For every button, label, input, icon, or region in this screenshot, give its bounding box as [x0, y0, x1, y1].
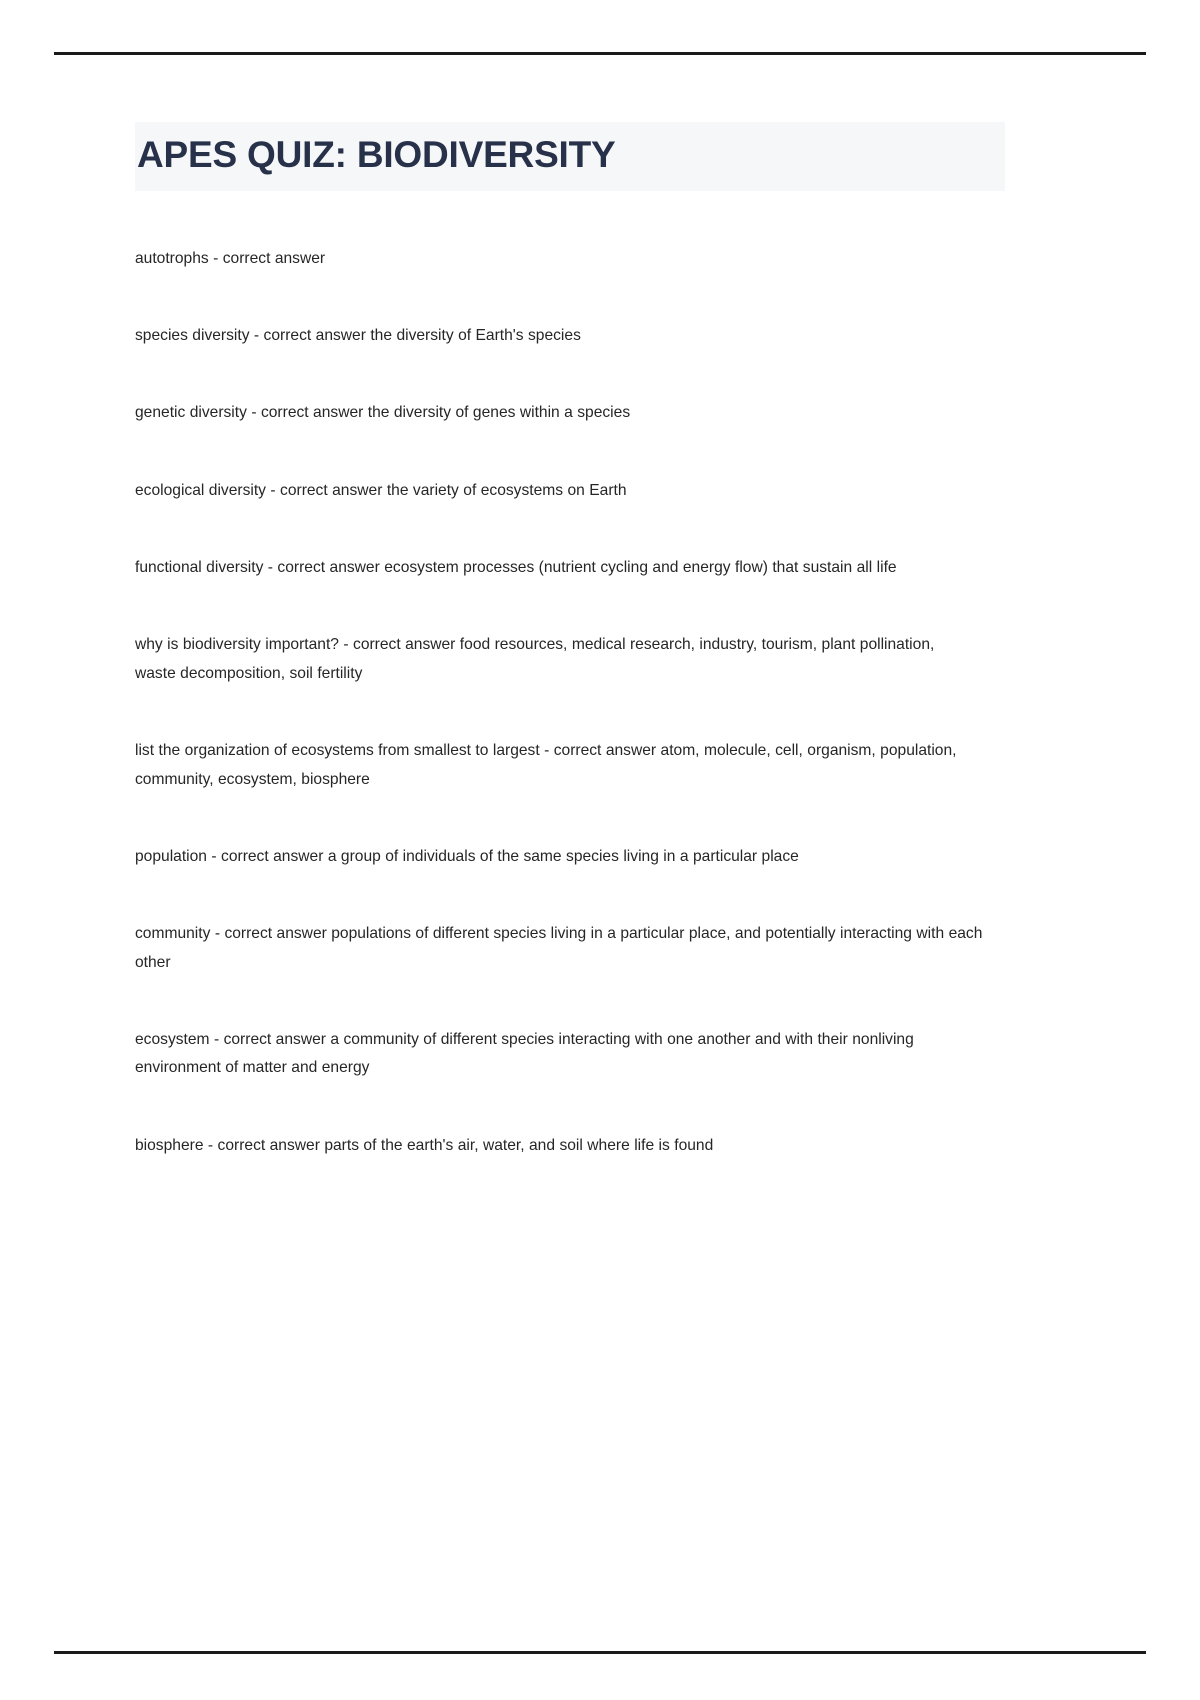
qa-entry-biosphere [135, 1132, 1005, 1160]
qa-entry-functional-diversity [135, 554, 1005, 582]
qa-entry-autotrophs [135, 245, 1005, 273]
qa-entry-species-diversity [135, 322, 1005, 350]
qa-entry-ecological-diversity [135, 477, 1005, 505]
qa-entry-text: why is biodiversity important? - correct answer food resources, medical research, industry, tourism, plant pollination, waste decomposition, soil fertility [135, 636, 935, 682]
qa-entry-community [135, 920, 1005, 977]
footer-divider [54, 1651, 1146, 1654]
header-divider [54, 52, 1146, 55]
qa-entry-text: list the organization of ecosystems from smallest to largest - correct answer atom, molecule, cell, organism, population, community, ecosystem, biosphere [135, 742, 957, 788]
qa-entry-text: genetic diversity - correct answer the diversity of genes within a species [135, 404, 631, 422]
qa-entry-text: ecological diversity - correct answer the variety of ecosystems on Earth [135, 481, 627, 499]
qa-entry-text: autotrophs - correct answer [135, 249, 326, 267]
page-title: APES QUIZ: BIODIVERSITY [137, 134, 616, 175]
qa-entry-why-biodiversity-important [135, 631, 1005, 688]
qa-entry-genetic-diversity [135, 399, 1005, 427]
qa-entry-ecosystem [135, 1026, 1005, 1083]
qa-entry-text: community - correct answer populations of different species living in a particular place, and potentially interacting with each other [135, 925, 983, 971]
qa-entry-text: ecosystem - correct answer a community of different species interacting with one another and with their nonliving environment of matter and energy [135, 1031, 914, 1077]
qa-entry-organization-of-ecosystems [135, 737, 1005, 794]
qa-entry-text: species diversity - correct answer the diversity of Earth's species [135, 326, 581, 344]
qa-entry-text: population - correct answer a group of individuals of the same species living in a particular place [135, 847, 799, 865]
qa-entry-population [135, 843, 1005, 871]
qa-list [135, 245, 1005, 1161]
qa-entry-text: biosphere - correct answer parts of the earth's air, water, and soil where life is found [135, 1136, 714, 1154]
qa-entry-text: functional diversity - correct answer ecosystem processes (nutrient cycling and energy flow) that sustain all life [135, 559, 897, 577]
document-content [135, 122, 1005, 1209]
title-band [135, 122, 1005, 191]
